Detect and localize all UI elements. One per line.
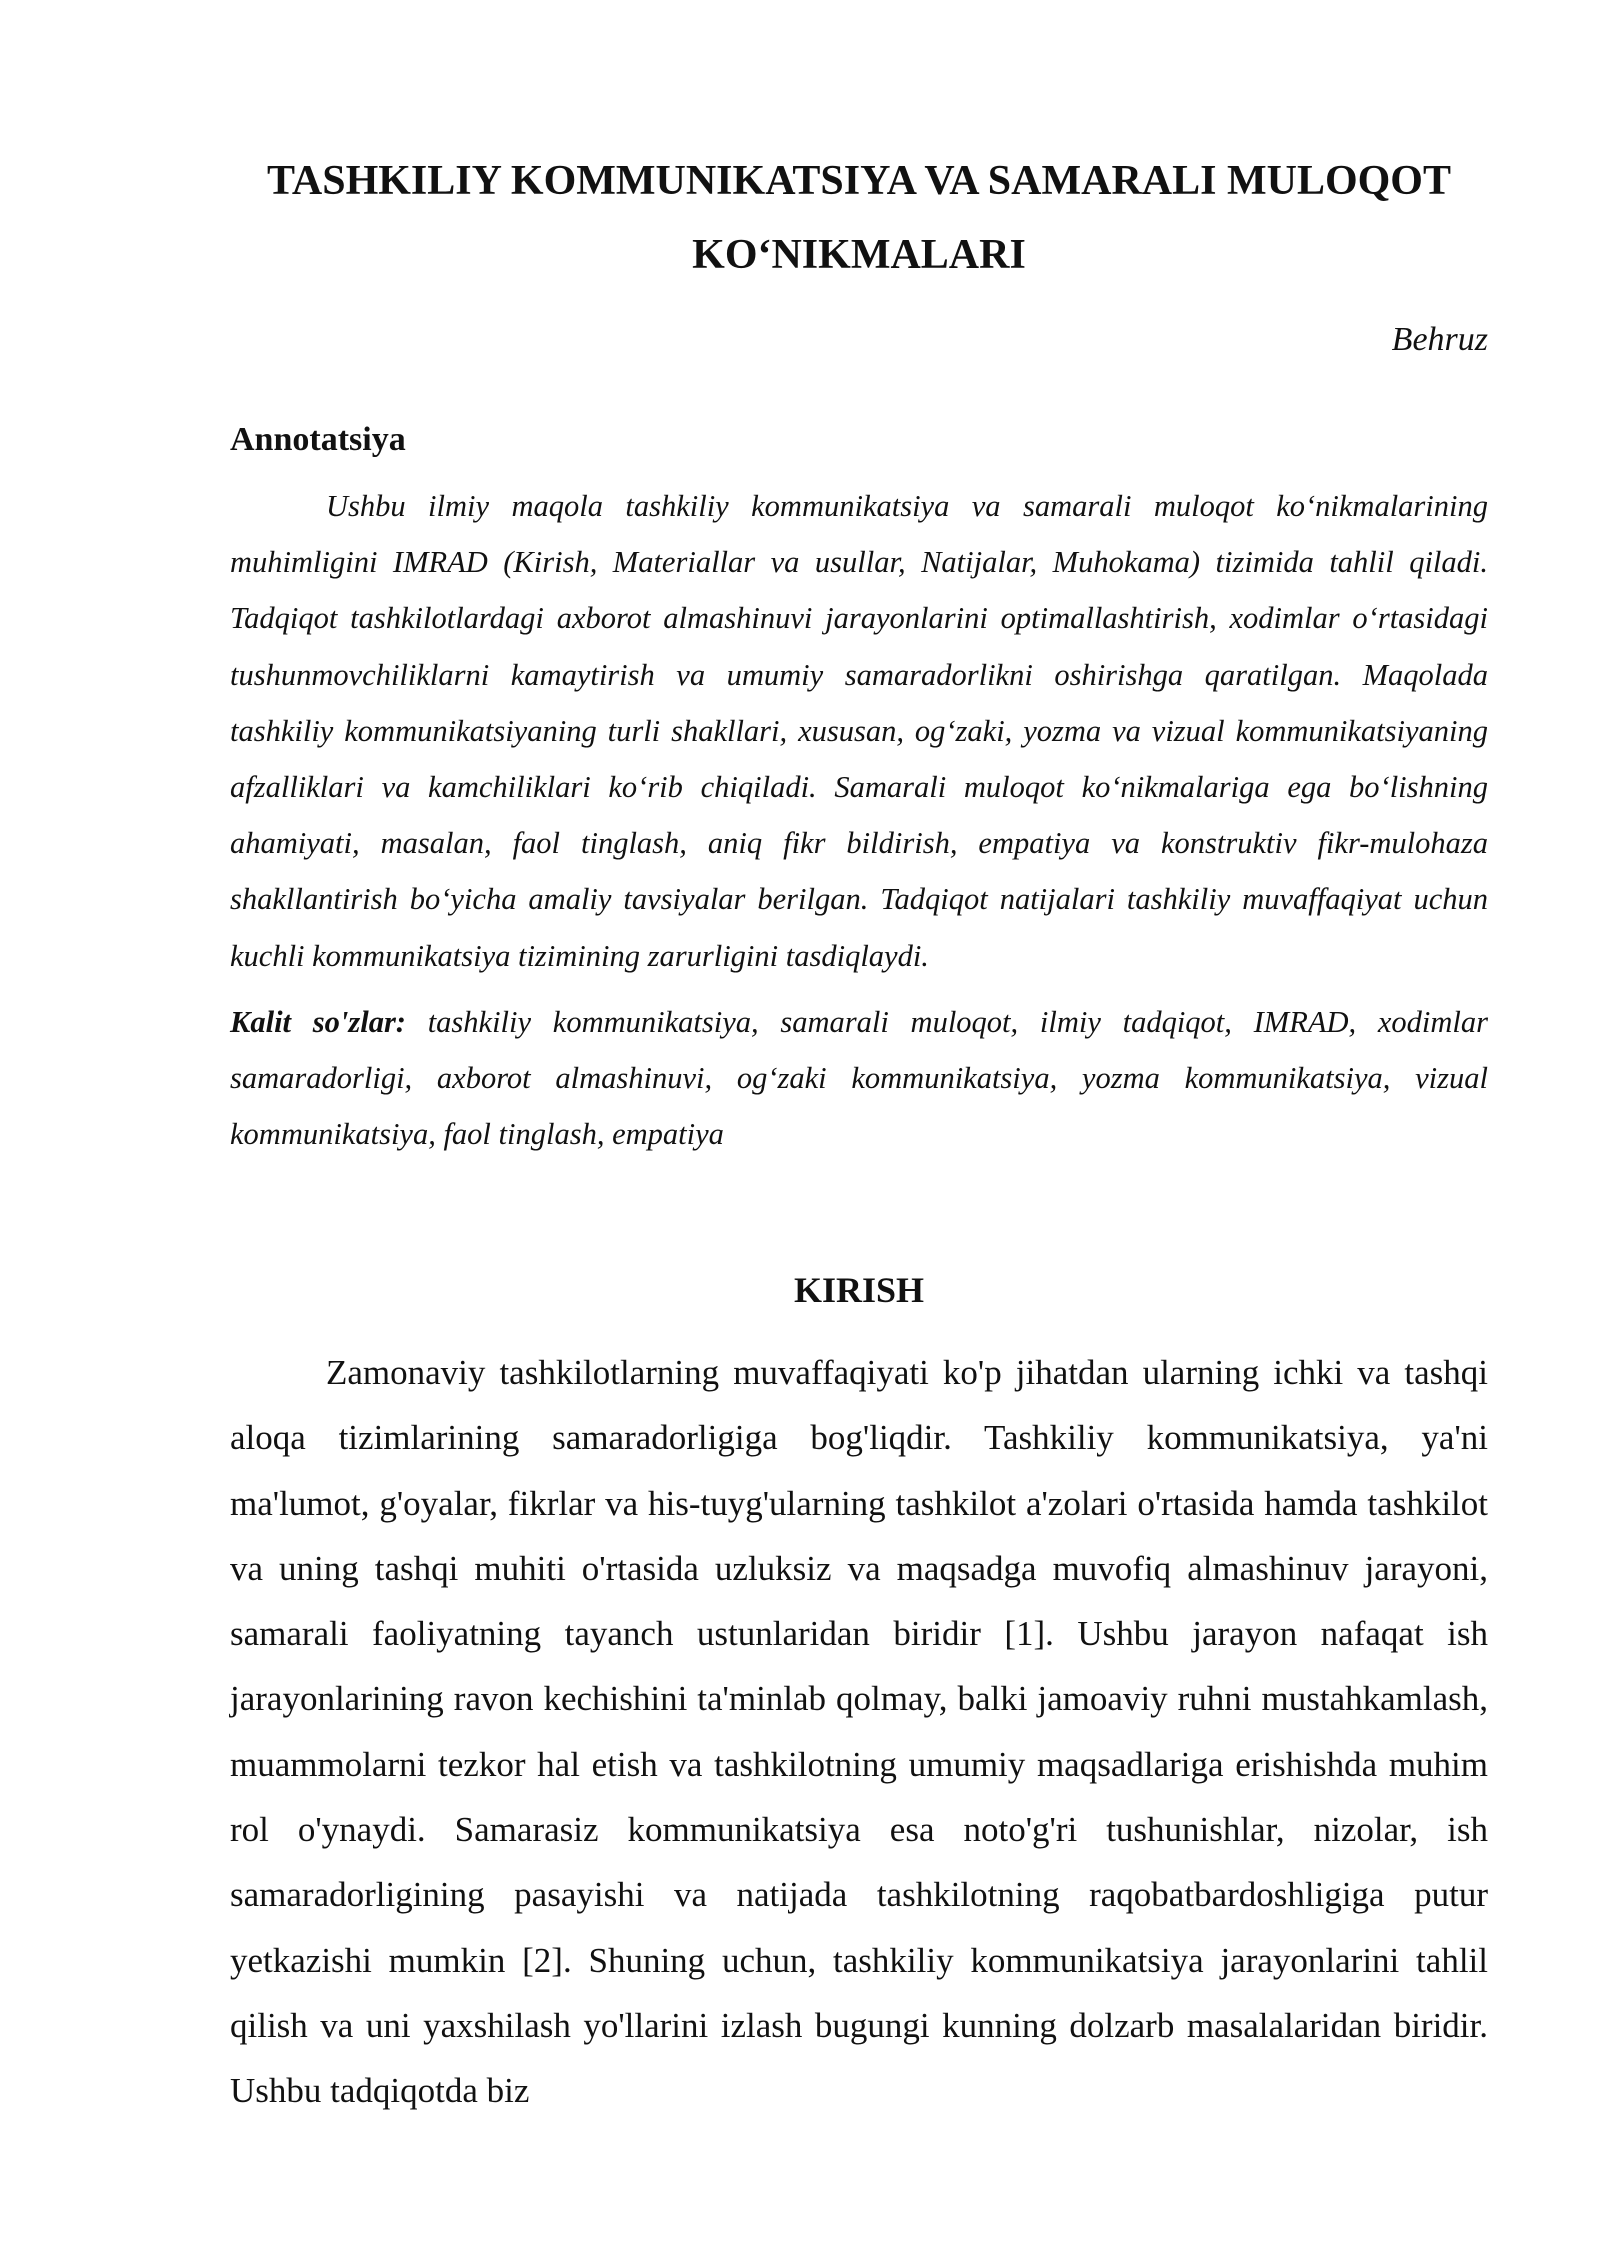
abstract-heading: Annotatsiya [230, 421, 406, 458]
paper-title: TASHKILIY KOMMUNIKATSIYA VA SAMARALI MULOQOT KO‘NIKMALARI [267, 158, 1451, 278]
author-name: Behruz [1391, 321, 1488, 358]
keywords-label: Kalit so'zlar: [230, 1005, 406, 1039]
introduction-heading: KIRISH [793, 1270, 925, 1310]
keywords-paragraph [230, 994, 1488, 1162]
keywords-text: tashkiliy kommunikatsiya, samarali muloqot, ilmiy tadqiqot, IMRAD, xodimlar samaradorligi, axborot almashinuvi, og‘zaki kommunikatsiya, yozma kommunikatsiya, vizual kommunikatsiya, faol tinglash, empatiya [230, 1005, 1488, 1151]
introduction-text: Zamonaviy tashkilotlarning muvaffaqiyati ko'p jihatdan ularning ichki va tashqi aloqa tizimlarining samaradorligiga bog'liqdir. Tashkiliy kommunikatsiya, ya'ni ma'lumot, g'oyalar, fikrlar va his-tuyg'ularning tashkilot a'zolari o'rtasida hamda tashkilot va uning tashqi muhiti o'rtasida uzluksiz va maqsadga muvofiq almashinuv jarayoni, samarali faoliyatning tayanch ustunlaridan biridir [1]. Ushbu jarayon nafaqat ish jarayonlarining ravon kechishini ta'minlab qolmay, balki jamoaviy ruhni mustahkamlash, muammolarni tezkor hal etish va tashkilotning umumiy maqsadlariga erishishda muhim rol o'ynaydi. Samarasiz kommunikatsiya esa noto'g'ri tushunishlar, nizolar, ish samaradorligining pasayishi va natijada tashkilotning raqobatbardoshligiga putur yetkazishi mumkin [2]. Shuning uchun, tashkiliy kommunikatsiya jarayonlarini tahlil qilish va uni yaxshilash yo'llarini izlash bugungi kunning dolzarb masalalaridan biridir. Ushbu tadqiqotda biz [230, 1353, 1488, 2111]
abstract-text: Ushbu ilmiy maqola tashkiliy kommunikatsiya va samarali muloqot ko‘nikmalarining muhimligini IMRAD (Kirish, Materiallar va usullar, Natijalar, Muhokama) tizimida tahlil qiladi. Tadqiqot tashkilotlardagi axborot almashinuvi jarayonlarini optimallashtirish, xodimlar o‘rtasidagi tushunmovchiliklarni kamaytirish va umumiy samaradorlikni oshirishga qaratilgan. Maqolada tashkiliy kommunikatsiyaning turli shakllari, xususan, og‘zaki, yozma va vizual kommunikatsiyaning afzalliklari va kamchiliklari ko‘rib chiqiladi. Samarali muloqot ko‘nikmalariga ega bo‘lishning ahamiyati, masalan, faol tinglash, aniq fikr bildirish, empatiya va konstruktiv fikr-mulohaza shakllantirish bo‘yicha amaliy tavsiyalar berilgan. Tadqiqot natijalari tashkiliy muvaffaqiyat uchun kuchli kommunikatsiya tizimining zarurligini tasdiqlaydi. [230, 489, 1488, 973]
